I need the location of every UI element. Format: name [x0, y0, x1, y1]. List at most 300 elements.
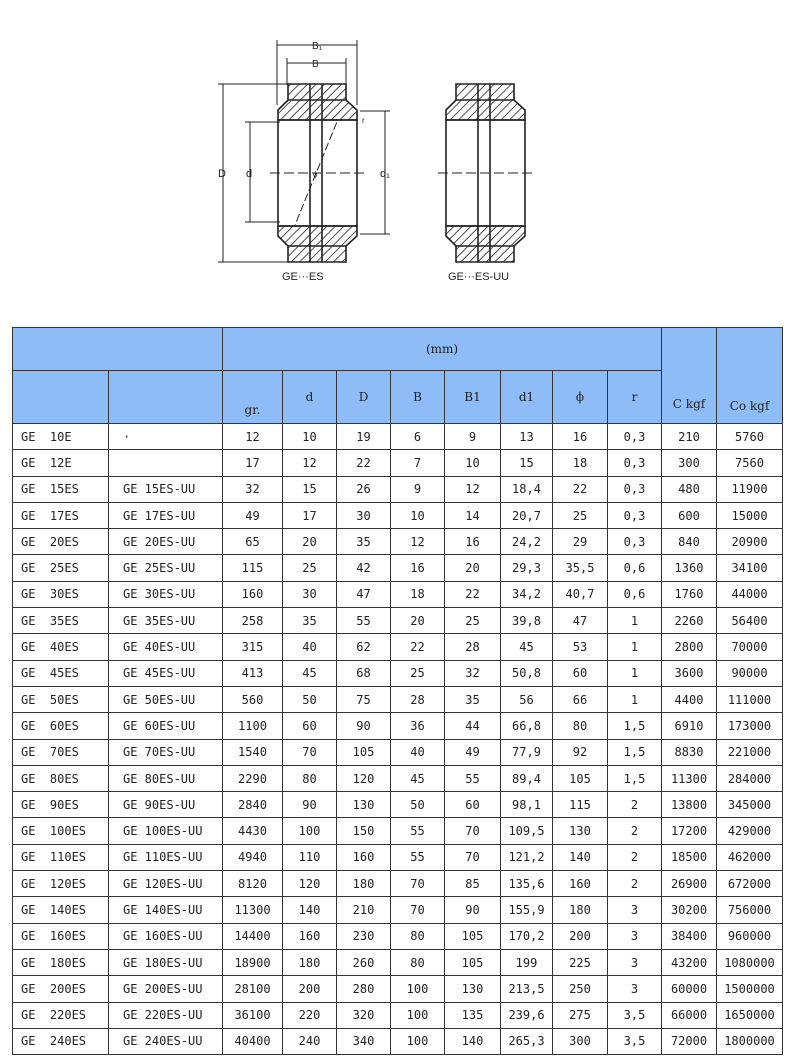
cell-model: GE 180ES [13, 949, 109, 975]
cell-d: 12 [283, 450, 337, 476]
cell-model: GE 60ES [13, 713, 109, 739]
cell-B: 100 [391, 1028, 445, 1054]
cell-co-kgf: 672000 [717, 871, 783, 897]
table-row [13, 739, 783, 765]
cell-d: 100 [283, 818, 337, 844]
cell-d1: 24,2 [501, 529, 553, 555]
cell-B: 6 [391, 424, 445, 450]
cell-model-uu: GE 100ES-UU [109, 818, 223, 844]
caption-ge-es: GE···ES [282, 271, 324, 283]
cell-r: 1,5 [608, 765, 662, 791]
cell-phi: 80 [553, 713, 608, 739]
cell-phi: 18 [553, 450, 608, 476]
cell-model: GE 30ES [13, 581, 109, 607]
cell-model-uu: · [109, 424, 223, 450]
header-D: D [337, 371, 391, 424]
cell-B1: 9 [445, 424, 501, 450]
table-row [13, 502, 783, 528]
cell-B1: 135 [445, 1002, 501, 1028]
cell-d: 50 [283, 686, 337, 712]
cell-model: GE 120ES [13, 871, 109, 897]
cell-weight: 28100 [223, 976, 283, 1002]
cell-c-kgf: 26900 [662, 871, 717, 897]
table-row [13, 818, 783, 844]
cell-B: 80 [391, 923, 445, 949]
cell-model: GE 100ES [13, 818, 109, 844]
cell-model-uu: GE 180ES-UU [109, 949, 223, 975]
cell-B: 7 [391, 450, 445, 476]
cell-r: 1 [608, 660, 662, 686]
cell-B1: 32 [445, 660, 501, 686]
cell-D: 320 [337, 1002, 391, 1028]
cell-B: 100 [391, 976, 445, 1002]
cell-phi: 275 [553, 1002, 608, 1028]
cell-B: 16 [391, 555, 445, 581]
table-row [13, 476, 783, 502]
cell-weight: 115 [223, 555, 283, 581]
cell-c-kgf: 43200 [662, 949, 717, 975]
cell-weight: 12 [223, 424, 283, 450]
cell-D: 22 [337, 450, 391, 476]
cell-phi: 60 [553, 660, 608, 686]
table-row [13, 713, 783, 739]
cell-co-kgf: 1800000 [717, 1028, 783, 1054]
label-r: r [362, 116, 365, 125]
cell-d1: 18,4 [501, 476, 553, 502]
cell-phi: 140 [553, 844, 608, 870]
cell-c-kgf: 840 [662, 529, 717, 555]
cell-model: GE 50ES [13, 686, 109, 712]
cell-d1: 39,8 [501, 608, 553, 634]
cell-B: 9 [391, 476, 445, 502]
table-row [13, 608, 783, 634]
cell-B: 70 [391, 871, 445, 897]
cell-weight: 4430 [223, 818, 283, 844]
cell-B1: 105 [445, 949, 501, 975]
cell-d1: 98,1 [501, 792, 553, 818]
cell-B1: 140 [445, 1028, 501, 1054]
cell-B1: 16 [445, 529, 501, 555]
cell-r: 2 [608, 792, 662, 818]
cell-d: 140 [283, 897, 337, 923]
cell-d1: 135,6 [501, 871, 553, 897]
cell-weight: 413 [223, 660, 283, 686]
cell-d: 35 [283, 608, 337, 634]
cell-r: 0,6 [608, 555, 662, 581]
cell-d: 240 [283, 1028, 337, 1054]
cell-d: 200 [283, 976, 337, 1002]
cell-r: 1,5 [608, 713, 662, 739]
cell-co-kgf: 756000 [717, 897, 783, 923]
table-row [13, 424, 783, 450]
cell-B: 55 [391, 844, 445, 870]
cell-phi: 250 [553, 976, 608, 1002]
table-row [13, 1002, 783, 1028]
header-row-units [13, 328, 783, 371]
header-d1: d1 [501, 371, 553, 424]
cell-D: 90 [337, 713, 391, 739]
cell-c-kgf: 4400 [662, 686, 717, 712]
table-row [13, 634, 783, 660]
cell-d1: 109,5 [501, 818, 553, 844]
cell-model: GE 45ES [13, 660, 109, 686]
cell-D: 42 [337, 555, 391, 581]
cell-B1: 130 [445, 976, 501, 1002]
cell-d: 60 [283, 713, 337, 739]
cell-co-kgf: 221000 [717, 739, 783, 765]
table-row [13, 871, 783, 897]
cell-B: 80 [391, 949, 445, 975]
cell-r: 2 [608, 871, 662, 897]
cell-weight: 2290 [223, 765, 283, 791]
cell-c-kgf: 210 [662, 424, 717, 450]
cell-phi: 160 [553, 871, 608, 897]
cell-co-kgf: 56400 [717, 608, 783, 634]
cell-c-kgf: 60000 [662, 976, 717, 1002]
cell-phi: 22 [553, 476, 608, 502]
cell-c-kgf: 480 [662, 476, 717, 502]
cell-B: 40 [391, 739, 445, 765]
cell-co-kgf: 960000 [717, 923, 783, 949]
cell-r: 3 [608, 976, 662, 1002]
cell-weight: 315 [223, 634, 283, 660]
cell-model: GE 140ES [13, 897, 109, 923]
table-row [13, 792, 783, 818]
cell-model: GE 40ES [13, 634, 109, 660]
table-row [13, 897, 783, 923]
cell-model: GE 200ES [13, 976, 109, 1002]
cell-B: 10 [391, 502, 445, 528]
cell-co-kgf: 15000 [717, 502, 783, 528]
cell-co-kgf: 429000 [717, 818, 783, 844]
cell-D: 35 [337, 529, 391, 555]
bearing-diagram [200, 30, 540, 290]
cell-D: 260 [337, 949, 391, 975]
cell-r: 1 [608, 634, 662, 660]
bearing-ge-es-uu-drawing [438, 84, 532, 262]
cell-co-kgf: 284000 [717, 765, 783, 791]
cell-co-kgf: 44000 [717, 581, 783, 607]
cell-r: 3 [608, 949, 662, 975]
cell-model-uu: GE 40ES-UU [109, 634, 223, 660]
header-weight: gr. [223, 371, 283, 424]
cell-B: 18 [391, 581, 445, 607]
cell-D: 26 [337, 476, 391, 502]
cell-r: 2 [608, 818, 662, 844]
cell-d: 20 [283, 529, 337, 555]
cell-model-uu: GE 20ES-UU [109, 529, 223, 555]
cell-D: 75 [337, 686, 391, 712]
label-phi: ϕ [313, 170, 318, 179]
cell-B1: 49 [445, 739, 501, 765]
cell-d: 80 [283, 765, 337, 791]
cell-d1: 15 [501, 450, 553, 476]
cell-r: 1 [608, 686, 662, 712]
header-unit-mm: (mm) [223, 328, 662, 371]
cell-weight: 36100 [223, 1002, 283, 1028]
cell-B: 20 [391, 608, 445, 634]
cell-d1: 45 [501, 634, 553, 660]
cell-D: 55 [337, 608, 391, 634]
cell-B: 45 [391, 765, 445, 791]
cell-weight: 1540 [223, 739, 283, 765]
cell-model: GE 10E [13, 424, 109, 450]
cell-B1: 25 [445, 608, 501, 634]
table-row [13, 844, 783, 870]
cell-c-kgf: 6910 [662, 713, 717, 739]
cell-r: 3 [608, 897, 662, 923]
cell-D: 68 [337, 660, 391, 686]
cell-co-kgf: 1500000 [717, 976, 783, 1002]
cell-weight: 32 [223, 476, 283, 502]
cell-phi: 40,7 [553, 581, 608, 607]
cell-B1: 105 [445, 923, 501, 949]
cell-d1: 56 [501, 686, 553, 712]
cell-weight: 160 [223, 581, 283, 607]
cell-r: 3,5 [608, 1028, 662, 1054]
cell-model-uu: GE 60ES-UU [109, 713, 223, 739]
cell-phi: 35,5 [553, 555, 608, 581]
cell-d1: 20,7 [501, 502, 553, 528]
cell-r: 1,5 [608, 739, 662, 765]
cell-B: 25 [391, 660, 445, 686]
cell-model: GE 110ES [13, 844, 109, 870]
cell-model-uu: GE 50ES-UU [109, 686, 223, 712]
cell-co-kgf: 1080000 [717, 949, 783, 975]
cell-B: 22 [391, 634, 445, 660]
table-row [13, 529, 783, 555]
cell-model: GE 240ES [13, 1028, 109, 1054]
cell-model-uu: GE 17ES-UU [109, 502, 223, 528]
table-row [13, 555, 783, 581]
cell-c-kgf: 300 [662, 450, 717, 476]
cell-model-uu: GE 160ES-UU [109, 923, 223, 949]
table-row [13, 581, 783, 607]
header-d: d [283, 371, 337, 424]
cell-B1: 90 [445, 897, 501, 923]
cell-c-kgf: 2800 [662, 634, 717, 660]
cell-model: GE 35ES [13, 608, 109, 634]
cell-weight: 8120 [223, 871, 283, 897]
cell-r: 2 [608, 844, 662, 870]
cell-phi: 130 [553, 818, 608, 844]
cell-model-uu: GE 35ES-UU [109, 608, 223, 634]
cell-B1: 70 [445, 844, 501, 870]
cell-d1: 239,6 [501, 1002, 553, 1028]
cell-model-uu: GE 80ES-UU [109, 765, 223, 791]
table-row [13, 686, 783, 712]
cell-model: GE 80ES [13, 765, 109, 791]
header-B1: B1 [445, 371, 501, 424]
header-model [13, 371, 109, 424]
cell-D: 210 [337, 897, 391, 923]
cell-d1: 50,8 [501, 660, 553, 686]
cell-D: 47 [337, 581, 391, 607]
cell-D: 120 [337, 765, 391, 791]
cell-D: 19 [337, 424, 391, 450]
cell-model-uu: GE 90ES-UU [109, 792, 223, 818]
cell-r: 0,3 [608, 476, 662, 502]
bearing-ge-es-drawing [218, 40, 390, 262]
cell-model: GE 220ES [13, 1002, 109, 1028]
cell-r: 3,5 [608, 1002, 662, 1028]
cell-d: 10 [283, 424, 337, 450]
label-d: d [246, 168, 253, 180]
cell-model-uu: GE 220ES-UU [109, 1002, 223, 1028]
cell-model-uu: GE 45ES-UU [109, 660, 223, 686]
cell-D: 340 [337, 1028, 391, 1054]
cell-r: 1 [608, 608, 662, 634]
cell-weight: 1100 [223, 713, 283, 739]
cell-D: 30 [337, 502, 391, 528]
table-row [13, 660, 783, 686]
cell-B1: 35 [445, 686, 501, 712]
cell-c-kgf: 30200 [662, 897, 717, 923]
table-row [13, 923, 783, 949]
cell-r: 0,6 [608, 581, 662, 607]
cell-phi: 105 [553, 765, 608, 791]
cell-c-kgf: 13800 [662, 792, 717, 818]
cell-model-uu: GE 30ES-UU [109, 581, 223, 607]
cell-co-kgf: 1650000 [717, 1002, 783, 1028]
cell-co-kgf: 111000 [717, 686, 783, 712]
cell-d1: 77,9 [501, 739, 553, 765]
bearing-spec-table [12, 327, 783, 1055]
cell-phi: 53 [553, 634, 608, 660]
cell-phi: 47 [553, 608, 608, 634]
cell-B1: 12 [445, 476, 501, 502]
cell-B: 100 [391, 1002, 445, 1028]
cell-B1: 14 [445, 502, 501, 528]
cell-B1: 60 [445, 792, 501, 818]
cell-model-uu: GE 240ES-UU [109, 1028, 223, 1054]
cell-phi: 300 [553, 1028, 608, 1054]
header-co-kgf: Co kgf [717, 328, 783, 424]
cell-phi: 29 [553, 529, 608, 555]
caption-ge-es-uu: GE···ES-UU [448, 271, 510, 283]
cell-weight: 2840 [223, 792, 283, 818]
cell-c-kgf: 18500 [662, 844, 717, 870]
cell-co-kgf: 462000 [717, 844, 783, 870]
table-row [13, 1028, 783, 1054]
cell-phi: 180 [553, 897, 608, 923]
cell-c-kgf: 3600 [662, 660, 717, 686]
header-B: B [391, 371, 445, 424]
cell-B: 12 [391, 529, 445, 555]
cell-weight: 49 [223, 502, 283, 528]
cell-B: 28 [391, 686, 445, 712]
cell-d: 160 [283, 923, 337, 949]
cell-phi: 225 [553, 949, 608, 975]
label-d1: d₁ [380, 168, 390, 180]
table-row [13, 765, 783, 791]
cell-model-uu: GE 25ES-UU [109, 555, 223, 581]
cell-co-kgf: 5760 [717, 424, 783, 450]
cell-D: 160 [337, 844, 391, 870]
cell-weight: 17 [223, 450, 283, 476]
cell-d1: 29,3 [501, 555, 553, 581]
cell-weight: 18900 [223, 949, 283, 975]
cell-model: GE 90ES [13, 792, 109, 818]
cell-d1: 121,2 [501, 844, 553, 870]
cell-d: 15 [283, 476, 337, 502]
cell-d: 180 [283, 949, 337, 975]
cell-B: 36 [391, 713, 445, 739]
cell-B: 50 [391, 792, 445, 818]
cell-c-kgf: 72000 [662, 1028, 717, 1054]
cell-r: 0,3 [608, 502, 662, 528]
label-b1: B₁ [312, 41, 323, 52]
cell-d1: 213,5 [501, 976, 553, 1002]
cell-c-kgf: 11300 [662, 765, 717, 791]
cell-model: GE 20ES [13, 529, 109, 555]
cell-d1: 199 [501, 949, 553, 975]
cell-d: 110 [283, 844, 337, 870]
cell-d1: 13 [501, 424, 553, 450]
cell-c-kgf: 17200 [662, 818, 717, 844]
cell-model: GE 15ES [13, 476, 109, 502]
cell-model: GE 12E [13, 450, 109, 476]
cell-D: 105 [337, 739, 391, 765]
cell-r: 0,3 [608, 529, 662, 555]
cell-model-uu: GE 110ES-UU [109, 844, 223, 870]
cell-r: 0,3 [608, 450, 662, 476]
cell-d: 30 [283, 581, 337, 607]
cell-d1: 265,3 [501, 1028, 553, 1054]
cell-c-kgf: 38400 [662, 923, 717, 949]
cell-d: 90 [283, 792, 337, 818]
header-model-uu [109, 371, 223, 424]
cell-c-kgf: 8830 [662, 739, 717, 765]
cell-D: 230 [337, 923, 391, 949]
label-b: B [312, 59, 319, 70]
header-c-kgf: C kgf [662, 328, 717, 424]
cell-co-kgf: 90000 [717, 660, 783, 686]
cell-D: 280 [337, 976, 391, 1002]
cell-B1: 28 [445, 634, 501, 660]
cell-B1: 55 [445, 765, 501, 791]
cell-co-kgf: 70000 [717, 634, 783, 660]
cell-d1: 155,9 [501, 897, 553, 923]
cell-model-uu: GE 70ES-UU [109, 739, 223, 765]
cell-model-uu: GE 140ES-UU [109, 897, 223, 923]
cell-D: 62 [337, 634, 391, 660]
cell-d1: 34,2 [501, 581, 553, 607]
cell-c-kgf: 1360 [662, 555, 717, 581]
cell-d: 220 [283, 1002, 337, 1028]
cell-B: 55 [391, 818, 445, 844]
cell-d1: 66,8 [501, 713, 553, 739]
cell-B1: 85 [445, 871, 501, 897]
cell-d1: 170,2 [501, 923, 553, 949]
cell-model-uu: GE 15ES-UU [109, 476, 223, 502]
cell-phi: 16 [553, 424, 608, 450]
cell-model-uu: GE 200ES-UU [109, 976, 223, 1002]
cell-co-kgf: 7560 [717, 450, 783, 476]
cell-weight: 560 [223, 686, 283, 712]
cell-d: 25 [283, 555, 337, 581]
cell-model: GE 160ES [13, 923, 109, 949]
cell-d: 45 [283, 660, 337, 686]
table-row [13, 949, 783, 975]
cell-c-kgf: 2260 [662, 608, 717, 634]
cell-B1: 70 [445, 818, 501, 844]
cell-c-kgf: 66000 [662, 1002, 717, 1028]
cell-model: GE 25ES [13, 555, 109, 581]
cell-D: 130 [337, 792, 391, 818]
cell-D: 180 [337, 871, 391, 897]
cell-phi: 25 [553, 502, 608, 528]
